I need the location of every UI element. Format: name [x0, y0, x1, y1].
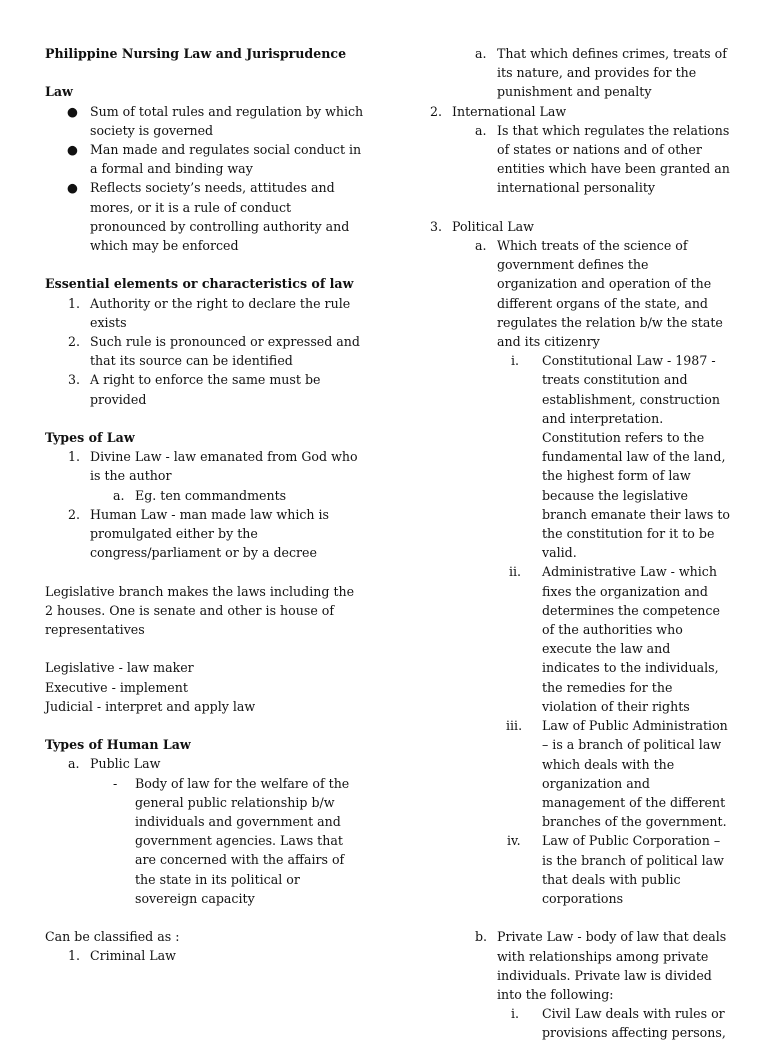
list-text: Civil Law deals with rules or provisions affecting persons,: [542, 1006, 726, 1041]
list-item: [45, 294, 365, 332]
list-text: Private Law - body of law that deals with relationships among private individuals. Private law is divided into the following:: [497, 929, 727, 1002]
list-number: 3.: [68, 372, 81, 388]
list-number: 2.: [430, 103, 443, 119]
legislative-note: Legislative branch makes the laws including the 2 houses. One is senate and other is house of representatives: [45, 583, 355, 638]
list-item: [425, 716, 730, 831]
list-letter: a.: [68, 756, 80, 772]
right-column: [425, 44, 730, 1043]
list-text: Eg. ten commandments: [135, 487, 287, 503]
human-law-heading: Types of Human Law: [45, 737, 191, 753]
list-roman: ii.: [509, 564, 522, 580]
branch-line: Judicial - interpret and apply law: [45, 698, 256, 714]
list-item: [45, 505, 365, 563]
list-text: Political Law: [452, 218, 534, 234]
list-text: Constitutional Law - 1987 - treats constitution and establishment, construction and interpretation. Constitution refers to the fundamental law of the land, the highest form of law because the legislative branch emanate their laws to the constitution for it to be valid.: [542, 353, 731, 561]
list-item: [425, 351, 730, 562]
list-roman: i.: [511, 1006, 520, 1022]
classified-label: Can be classified as :: [45, 929, 180, 945]
bullet-marker: ●: [67, 180, 78, 196]
list-item: [45, 140, 365, 178]
list-item: [45, 178, 365, 255]
list-text: That which defines crimes, treats of its nature, and provides for the punishment and penalty: [497, 46, 727, 100]
list-item: [45, 946, 365, 965]
types-heading: Types of Law: [45, 430, 135, 446]
list-roman: iv.: [507, 833, 521, 849]
document-title: Philippine Nursing Law and Jurisprudence: [45, 46, 347, 61]
list-item: [425, 236, 730, 351]
list-item: [425, 44, 730, 102]
branch-line: Executive - implement: [45, 679, 188, 695]
list-text: Authority or the right to declare the rule exists: [90, 295, 351, 330]
list-number: 1.: [68, 295, 81, 311]
bullet-marker: ●: [67, 142, 78, 157]
list-number: 1.: [68, 449, 81, 465]
bullet-text: Reflects society’s needs, attitudes and mores, or it is a rule of conduct pronounced by controlling authority and which may be enforced: [90, 180, 350, 254]
list-item: [425, 831, 730, 908]
list-text: Law of Public Administration – is a branch of political law which deals with the organization and management of the different branches of the government.: [542, 718, 728, 830]
list-item: [425, 217, 730, 236]
bullet-text: Sum of total rules and regulation by which society is governed: [90, 103, 364, 138]
list-roman: iii.: [506, 718, 523, 734]
list-number: 1.: [68, 948, 81, 964]
list-item: [45, 332, 365, 370]
left-column: [45, 44, 365, 966]
bullet-text: Man made and regulates social conduct in a formal and binding way: [90, 142, 362, 177]
list-item: [45, 774, 365, 908]
list-text: Human Law - man made law which is promulgated either by the congress/parliament or by a decree: [90, 506, 329, 561]
list-item: [45, 754, 365, 773]
list-text: Is that which regulates the relations of states or nations and of other entities which have been granted an international personality: [497, 122, 730, 196]
list-text: Public Law: [90, 756, 161, 772]
list-text: Law of Public Corporation – is the branch of political law that deals with public corporations: [542, 833, 724, 906]
list-text: Such rule is pronounced or expressed and that its source can be identified: [90, 334, 360, 369]
list-text: Criminal Law: [90, 948, 176, 964]
list-item: [425, 927, 730, 1004]
list-number: 2.: [68, 506, 81, 522]
list-letter: b.: [475, 929, 488, 945]
list-item: [425, 121, 730, 198]
list-item: [45, 486, 365, 505]
list-letter: a.: [475, 122, 487, 138]
list-text: International Law: [452, 103, 567, 119]
list-letter: a.: [475, 238, 487, 254]
law-heading: Law: [45, 84, 73, 100]
list-letter: a.: [475, 46, 487, 61]
list-item: [425, 562, 730, 716]
list-item: [425, 102, 730, 121]
dash-marker: -: [113, 775, 118, 791]
list-text: Which treats of the science of government defines the organization and operation of the different organs of the state, and regulates the relation b/w the state and its citizenry: [497, 238, 723, 350]
list-text: Divine Law - law emanated from God who is the author: [90, 449, 358, 484]
list-item: [45, 447, 365, 485]
branch-line: Legislative - law maker: [45, 660, 194, 676]
bullet-marker: ●: [67, 103, 78, 119]
list-text: Body of law for the welfare of the general public relationship b/w individuals and government and government agencies. Laws that are concerned with the affairs of the state in its political or sovereign capacity: [135, 775, 350, 906]
essential-heading: Essential elements or characteristics of law: [45, 276, 354, 292]
list-item: [425, 1004, 730, 1042]
list-text: Administrative Law - which fixes the organization and determines the competence of the authorities who execute the law and indicates to the individuals, the remedies for the violation of their rights: [542, 564, 720, 714]
list-item: [45, 370, 365, 408]
list-letter: a.: [113, 487, 125, 503]
list-number: 2.: [68, 334, 81, 350]
list-text: A right to enforce the same must be provided: [90, 372, 321, 407]
list-roman: i.: [511, 353, 520, 369]
list-number: 3.: [430, 218, 443, 234]
list-item: [45, 102, 365, 140]
